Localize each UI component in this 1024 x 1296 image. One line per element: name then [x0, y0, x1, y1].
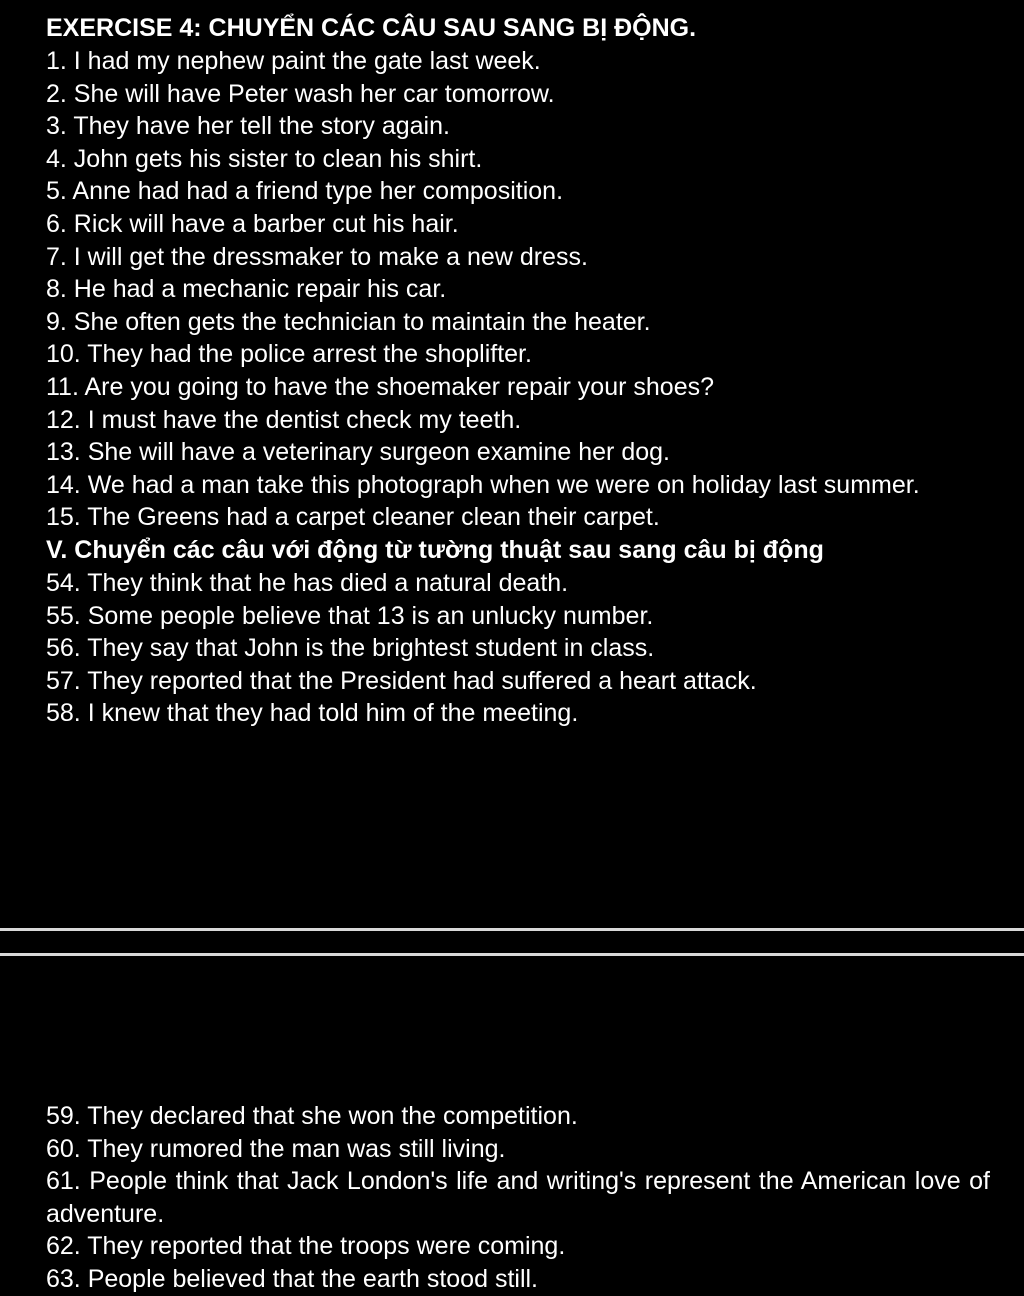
exercise-item-4: 4. John gets his sister to clean his shirt.: [46, 144, 483, 173]
section5-item-56: 56. They say that John is the brightest student in class.: [46, 634, 655, 663]
exercise-item-14: 14. We had a man take this photograph when we were on holiday last summer.: [46, 470, 920, 499]
section-5-title: V. Chuyển các câu với động từ tường thuật sau sang câu bị động: [46, 535, 824, 564]
exercise-item-8: 8. He had a mechanic repair his car.: [46, 275, 447, 304]
section5-item-62: 62. They reported that the troops were coming.: [46, 1232, 566, 1261]
exercise-item-13: 13. She will have a veterinary surgeon examine her dog.: [46, 438, 670, 467]
exercise-item-7: 7. I will get the dressmaker to make a new dress.: [46, 242, 588, 271]
page-divider-bottom: [0, 953, 1024, 956]
exercise-item-2: 2. She will have Peter wash her car tomorrow.: [46, 79, 555, 108]
exercise-item-12: 12. I must have the dentist check my teeth.: [46, 405, 522, 434]
exercise-bottom-block: [46, 1100, 990, 1296]
section5-item-61: 61. People think that Jack London's life and writing's represent the American love of adventure.: [46, 1167, 990, 1228]
exercise-top-block: [46, 12, 990, 730]
exercise-item-5: 5. Anne had had a friend type her composition.: [46, 177, 564, 206]
exercise-item-6: 6. Rick will have a barber cut his hair.: [46, 209, 459, 238]
exercise-item-10: 10. They had the police arrest the shoplifter.: [46, 340, 532, 369]
section5-item-60: 60. They rumored the man was still living.: [46, 1134, 506, 1163]
section5-item-59: 59. They declared that she won the competition.: [46, 1102, 578, 1130]
exercise-item-3: 3. They have her tell the story again.: [46, 112, 450, 141]
exercise-item-1: 1. I had my nephew paint the gate last week.: [46, 47, 541, 75]
section5-item-58: 58. I knew that they had told him of the meeting.: [46, 699, 579, 728]
section5-item-55: 55. Some people believe that 13 is an unlucky number.: [46, 601, 654, 630]
exercise-item-9: 9. She often gets the technician to maintain the heater.: [46, 307, 651, 336]
section5-item-54: 54. They think that he has died a natural death.: [46, 568, 569, 597]
exercise-4-title: EXERCISE 4: CHUYỂN CÁC CÂU SAU SANG BỊ ĐỘNG.: [46, 14, 697, 42]
section5-item-57: 57. They reported that the President had suffered a heart attack.: [46, 666, 757, 695]
page-divider-top: [0, 928, 1024, 931]
section5-item-63: 63. People believed that the earth stood still.: [46, 1264, 538, 1293]
exercise-item-11: 11. Are you going to have the shoemaker repair your shoes?: [46, 372, 715, 401]
exercise-item-15: 15. The Greens had a carpet cleaner clean their carpet.: [46, 503, 660, 532]
